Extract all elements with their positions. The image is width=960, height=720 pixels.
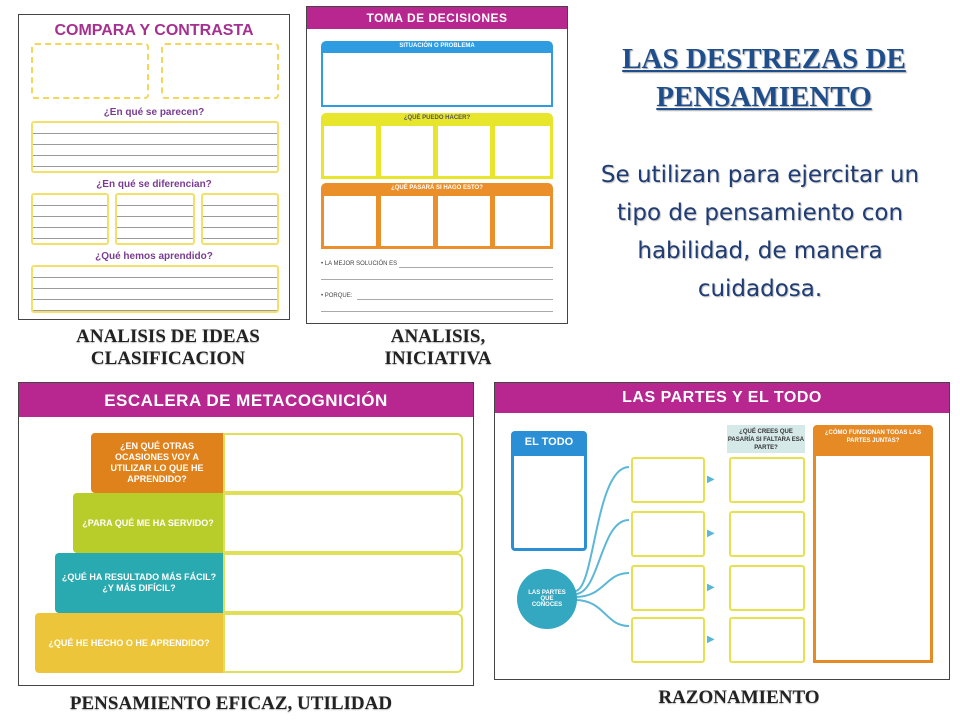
- partes-arrow: ▶: [707, 474, 715, 485]
- caption-compara: [40, 326, 296, 370]
- partes-funcionan-box: [813, 453, 933, 663]
- compara-box-right: [161, 43, 279, 99]
- toma-sec2-cell: [438, 126, 490, 176]
- escalera-title: ESCALERA DE METACOGNICIÓN: [104, 391, 388, 410]
- worksheet-partes-todo: [494, 382, 950, 680]
- slide-body: [578, 156, 942, 308]
- caption-compara-line1: ANALISIS DE IDEAS: [76, 326, 260, 347]
- worksheet-escalera-metacognicion: [18, 382, 474, 686]
- toma-sec3-cell: [495, 196, 550, 246]
- partes-header: [495, 383, 949, 413]
- compara-title: COMPARA Y CONTRASTA: [54, 22, 254, 39]
- slide-title: [586, 40, 942, 116]
- partes-arrow: ▶: [707, 582, 715, 593]
- partes-part-box: [631, 617, 705, 663]
- partes-faltara-box: [729, 457, 805, 503]
- escalera-header: [19, 383, 473, 417]
- toma-sec3-cell: [438, 196, 490, 246]
- body-line-3: habilidad, de manera: [637, 238, 883, 264]
- toma-title: TOMA DE DECISIONES: [366, 11, 508, 25]
- caption-compara-line2: CLASIFICACION: [90, 348, 246, 369]
- toma-sec2-cell: [495, 126, 550, 176]
- escalera-step-4-box: [223, 613, 463, 673]
- partes-q-funcionan: ¿CÓMO FUNCIONAN TODAS LAS PARTES JUNTAS?: [813, 425, 933, 453]
- partes-part-box: [631, 511, 705, 557]
- body-line-1: Se utilizan para ejercitar un: [600, 162, 920, 188]
- escalera-step-2-box: [223, 493, 463, 553]
- partes-arrow: ▶: [707, 528, 715, 539]
- toma-sec3-cell: [324, 196, 376, 246]
- caption-toma-line2: INICIATIVA: [384, 348, 492, 369]
- worksheet-compara-contrasta: [18, 14, 290, 320]
- partes-faltara-box: [729, 565, 805, 611]
- partes-part-box: [631, 457, 705, 503]
- toma-sec3-cell: [381, 196, 433, 246]
- slide-title-line1: LAS DESTREZAS DE: [622, 43, 906, 75]
- partes-arrow: ▶: [707, 634, 715, 645]
- compara-lines-aprendido: [31, 265, 279, 313]
- compara-lines-parecen: [31, 121, 279, 173]
- compara-q2: ¿En qué se diferencian?: [96, 179, 212, 190]
- compara-lines-right: [201, 193, 279, 245]
- partes-title: LAS PARTES Y EL TODO: [622, 389, 822, 406]
- caption-toma-line1: ANALISIS,: [390, 326, 486, 347]
- toma-sec3-label: ¿QUÉ PASARÁ SI HAGO ESTO?: [321, 183, 553, 193]
- escalera-step-2: ¿PARA QUÉ ME HA SERVIDO?: [73, 493, 223, 553]
- partes-faltara-box: [729, 617, 805, 663]
- partes-el-todo-label: EL TODO: [511, 431, 587, 453]
- body-line-4: cuidadosa.: [697, 276, 823, 302]
- toma-line1-rule: [399, 267, 553, 268]
- escalera-step-3-box: [223, 553, 463, 613]
- toma-sec1-box: [321, 51, 553, 107]
- toma-sec2-label: ¿QUÉ PUEDO HACER?: [321, 113, 553, 123]
- caption-partes: RAZONAMIENTO: [658, 687, 820, 708]
- toma-line1b-rule: [321, 279, 553, 280]
- escalera-step-3: ¿QUÉ HA RESULTADO MÁS FÁCIL? ¿Y MÁS DIFÍCIL?: [55, 553, 223, 613]
- compara-box-left: [31, 43, 149, 99]
- caption-escalera: PENSAMIENTO EFICAZ, UTILIDAD: [69, 693, 393, 714]
- toma-sec1-label: SITUACIÓN O PROBLEMA: [321, 41, 553, 51]
- toma-line2-rule: [357, 299, 553, 300]
- escalera-step-4: ¿QUÉ HE HECHO O HE APRENDIDO?: [35, 613, 223, 673]
- toma-line2-label: • PORQUE:: [321, 293, 353, 299]
- partes-part-box: [631, 565, 705, 611]
- toma-sec2-row: [321, 123, 553, 179]
- worksheet-toma-decisiones: [306, 6, 568, 324]
- slide-title-line2: PENSAMIENTO: [656, 81, 872, 113]
- toma-header: [307, 7, 567, 29]
- partes-circle: [517, 569, 577, 629]
- body-line-2: tipo de pensamiento con: [616, 200, 904, 226]
- escalera-step-1: ¿EN QUÉ OTRAS OCASIONES VOY A UTILIZAR LO QUE HE APRENDIDO?: [91, 433, 223, 493]
- caption-toma: [356, 326, 520, 370]
- toma-line2b-rule: [321, 311, 553, 312]
- compara-q1: ¿En qué se parecen?: [103, 107, 205, 118]
- toma-line1-label: • LA MEJOR SOLUCIÓN ES: [321, 261, 398, 267]
- compara-lines-mid: [115, 193, 195, 245]
- toma-sec3-row: [321, 193, 553, 249]
- toma-sec2-cell: [381, 126, 433, 176]
- compara-lines-left: [31, 193, 109, 245]
- partes-faltara-box: [729, 511, 805, 557]
- compara-q3: ¿Qué hemos aprendido?: [95, 251, 213, 262]
- partes-circle-label: LAS PARTES QUE CONOCES: [528, 590, 566, 608]
- escalera-step-1-box: [223, 433, 463, 493]
- partes-q-faltara: ¿QUÉ CREES QUE PASARÍA SI FALTARA ESA PARTE?: [727, 425, 805, 453]
- toma-sec2-cell: [324, 126, 376, 176]
